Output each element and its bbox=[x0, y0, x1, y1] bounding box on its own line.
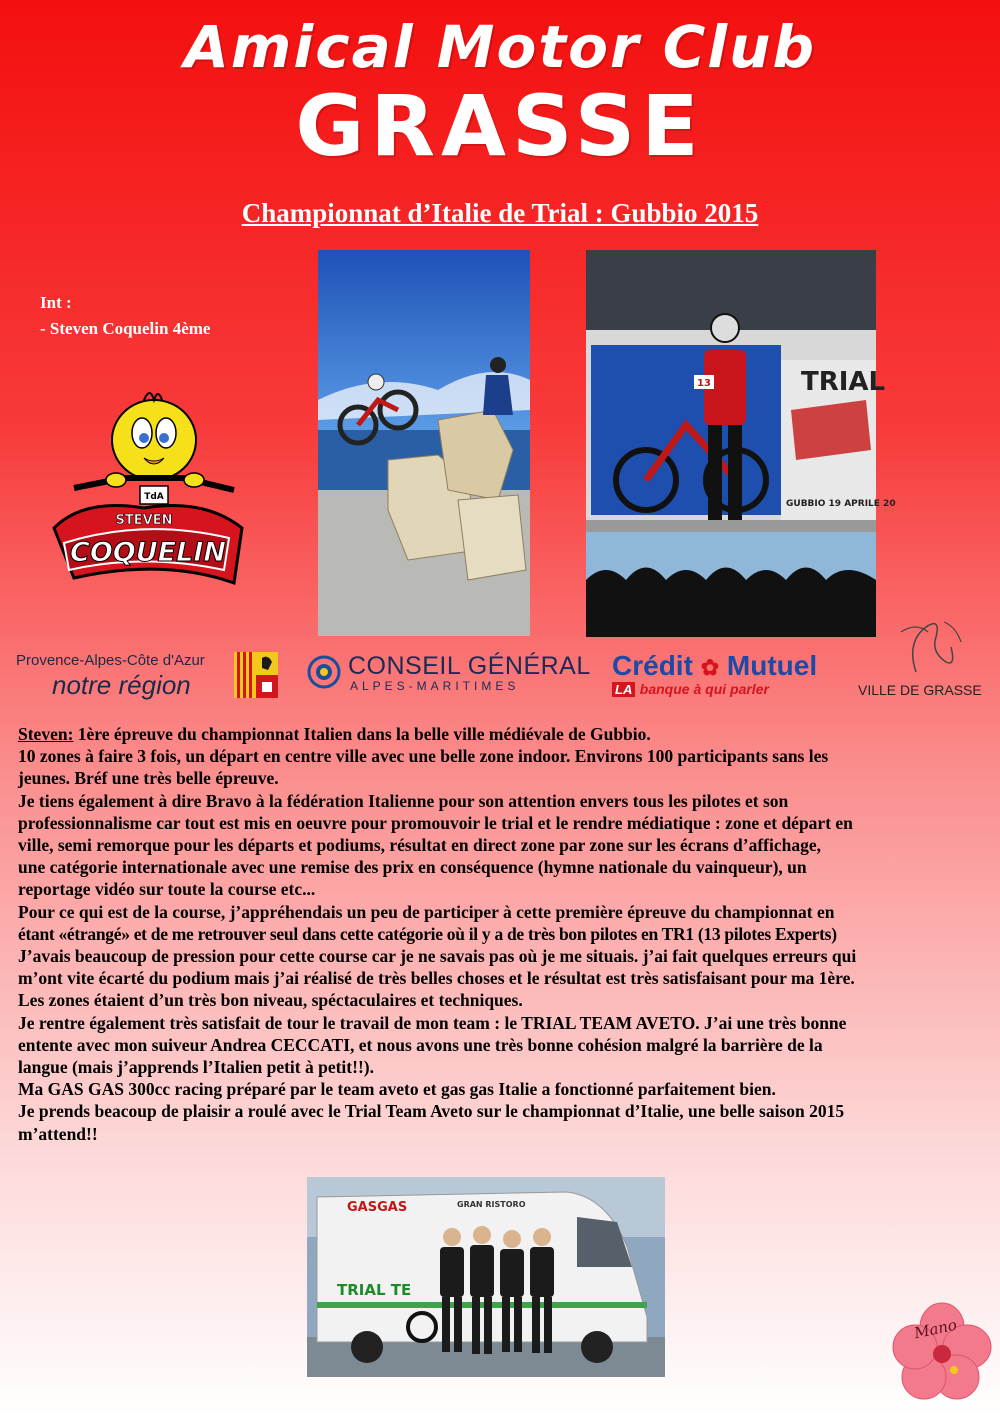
article bbox=[18, 723, 983, 1145]
article-line: Je tiens également à dire Bravo à la fédération Italienne pour son attention envers tous les pilotes et son bbox=[18, 790, 789, 811]
podium-subtitle: GUBBIO 19 APRILE 20 bbox=[786, 499, 896, 509]
ville-grasse-logo bbox=[856, 612, 990, 704]
article-line: une catégorie internationale avec une remise des prix en conséquence (hymne nationale du vainqueur), un bbox=[18, 857, 807, 878]
article-line: ville, semi remorque pour les départs et podiums, résultat en direct zone par zone sur les écrans d’affichage, bbox=[18, 835, 821, 856]
hibiscus-icon bbox=[892, 1302, 992, 1402]
van-brand-text: GASGAS bbox=[347, 1200, 408, 1215]
article-line: J’avais beaucoup de pression pour cette course car je ne savais pas où je me situais. j’ai fait quelques erreurs qui bbox=[18, 946, 857, 967]
bank-tagline: banque à qui parler bbox=[639, 681, 769, 697]
bank-name1: Crédit bbox=[612, 650, 693, 681]
results-line: - Steven Coquelin 4ème bbox=[40, 319, 211, 338]
article-line: langue (mais j’apprends l’Italien petit à petit!!). bbox=[18, 1057, 374, 1078]
article-line: Pour ce qui est de la course, j’appréhendais un peu de participer à cette première épreuve du championnat en bbox=[18, 901, 835, 922]
flower-signature bbox=[892, 1302, 992, 1402]
article-line: 10 zones à faire 3 fois, un départ en centre ville avec une belle zone indoor. Environs 100 participants sans les bbox=[18, 746, 829, 767]
bank-tag-la: LA bbox=[612, 682, 635, 697]
article-line: reportage vidéo sur toute la course etc... bbox=[18, 879, 316, 900]
results-category: Int : bbox=[40, 293, 72, 312]
trial-photo bbox=[318, 250, 530, 636]
article-line: Je rentre également très satisfait de tour le travail de mon team : le TRIAL TEAM AVETO. J’ai une très bonne bbox=[18, 1012, 847, 1033]
conseil-general-logo bbox=[308, 652, 591, 698]
rider-logo-badge: TdA bbox=[144, 492, 164, 502]
article-line: entente avec mon suiveur Andrea CECCATI, et nous avons une très bonne cohésion malgré la barrière de la bbox=[18, 1034, 823, 1055]
podium-photo bbox=[586, 250, 896, 637]
credit-mutuel-logo bbox=[612, 650, 828, 700]
article-author: Steven: bbox=[18, 724, 74, 744]
region-flag-icon bbox=[234, 652, 278, 698]
region-logo bbox=[16, 650, 268, 702]
article-line: Ma GAS GAS 300cc racing préparé par le team aveto et gas gas Italie a fonctionné parfaitement bien. bbox=[18, 1079, 776, 1100]
article-line: Les zones étaient d’un très bon niveau, spéctaculaires et techniques. bbox=[18, 990, 523, 1011]
article-line: professionnalisme car tout est mis en oeuvre pour promouvoir le trial et le rendre médiatique : zone et départ en bbox=[18, 812, 853, 833]
article-line: Je prends beacoup de plaisir a roulé avec le Trial Team Aveto sur le championnat d’Italie, une belle saison 2015 bbox=[18, 1101, 845, 1122]
ville-grasse-text: VILLE DE GRASSE bbox=[858, 682, 982, 698]
article-line: jeunes. Bréf une très belle épreuve. bbox=[18, 768, 279, 789]
article-line: m’ont vite écarté du podium mais j’ai réalisé de très belles choses et le résultat est très satisfaisant pour ma 1ère. bbox=[18, 968, 855, 989]
article-line: m’attend!! bbox=[18, 1123, 98, 1144]
podium-plate: 13 bbox=[697, 378, 711, 389]
results-block bbox=[40, 290, 210, 342]
signature-text: Mano bbox=[912, 1315, 959, 1343]
van-sign-text: GRAN RISTORO bbox=[457, 1200, 526, 1209]
team-van-photo bbox=[307, 1177, 665, 1377]
bank-cross-icon: ✿ bbox=[700, 655, 720, 680]
bank-name2: Mutuel bbox=[726, 650, 818, 681]
club-name: Amical Motor Club bbox=[184, 13, 816, 81]
rider-logo-top-text: STEVEN bbox=[115, 513, 173, 528]
article-line: étant «étrangé» et de me retrouver seul dans cette catégorie où il y a de très bon pilotes en TR1 (13 pilotes Experts) bbox=[18, 923, 837, 944]
region-line1: Provence-Alpes-Côte d'Azur bbox=[16, 652, 205, 669]
podium-banner-text: TRIAL bbox=[801, 367, 886, 397]
club-city: GRASSE bbox=[295, 77, 705, 175]
van-team-text: TRIAL TE bbox=[337, 1281, 412, 1299]
article-line-0: Steven: 1ère épreuve du championnat Italien dans la belle ville médiévale de Gubbio. bbox=[18, 724, 651, 744]
conseil-line2: ALPES-MARITIMES bbox=[350, 679, 520, 693]
rider-logo bbox=[44, 378, 244, 593]
conseil-line1: CONSEIL GÉNÉRAL bbox=[348, 652, 591, 680]
event-title: Championnat d’Italie de Trial : Gubbio 2015 bbox=[241, 198, 759, 228]
conseil-emblem-icon bbox=[308, 656, 340, 688]
ville-grasse-figure-icon bbox=[856, 612, 990, 682]
rider-logo-main-text: COQUELIN bbox=[70, 537, 226, 568]
region-line2: notre région bbox=[52, 670, 191, 700]
